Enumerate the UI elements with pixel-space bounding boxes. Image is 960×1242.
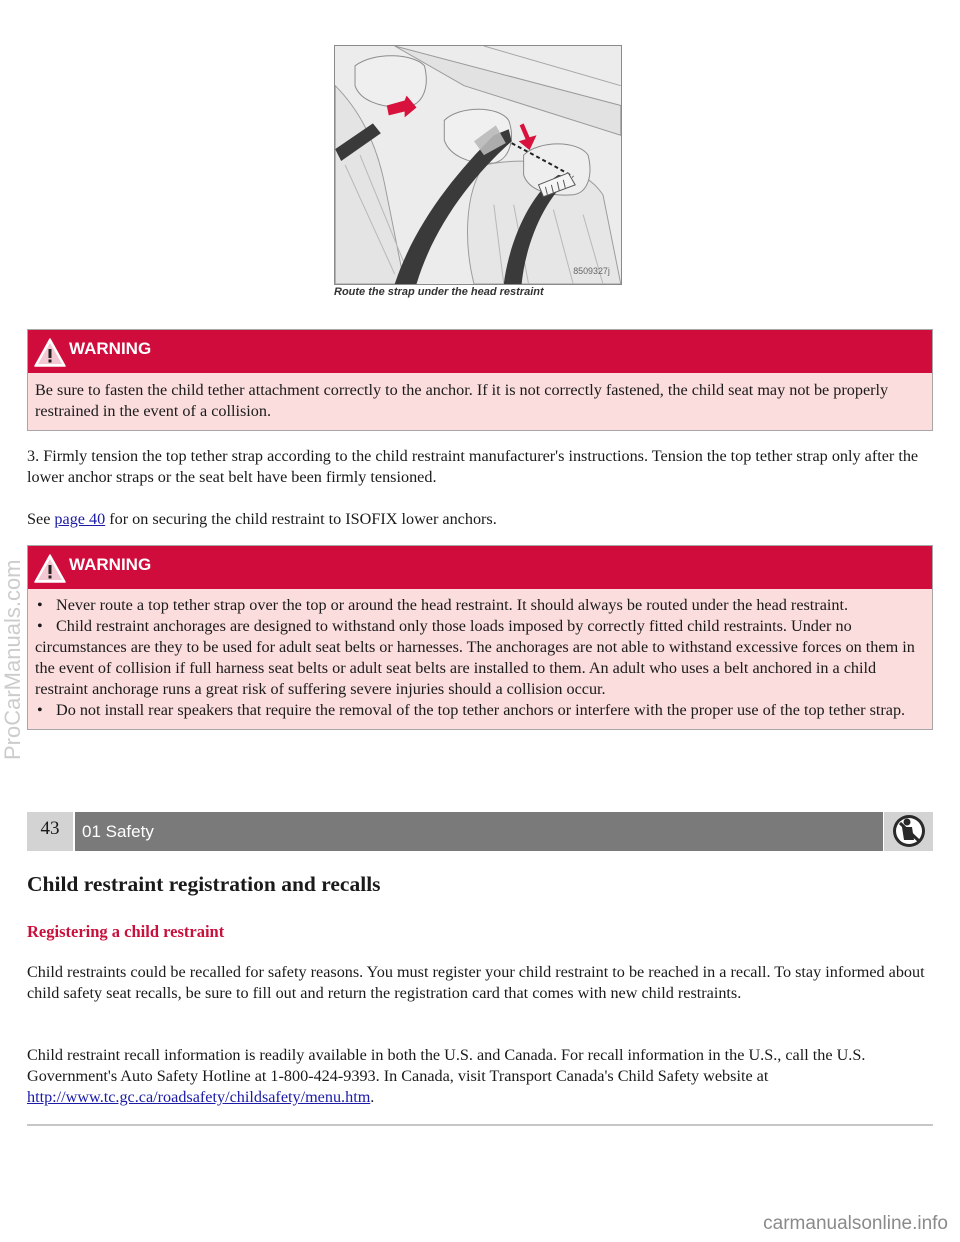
warning-label: WARNING xyxy=(69,555,152,574)
bullet-icon: • xyxy=(37,701,43,719)
page-heading: Child restraint registration and recalls xyxy=(27,872,381,896)
divider xyxy=(27,1124,933,1126)
warning-box-anchorage xyxy=(27,545,933,730)
warning-text: Be sure to fasten the child tether attachment correctly to the anchor. If it is not correctly fastened, the child seat may not be properly restrained in the event of a collision. xyxy=(35,381,889,420)
section-title: 01 Safety xyxy=(75,812,883,851)
transport-canada-link[interactable]: http://www.tc.gc.ca/roadsafety/childsafety/menu.htm xyxy=(27,1088,371,1106)
registration-paragraph: Child restraints could be recalled for safety reasons. You must register your child restraint to be reached in a recall. To stay informed about child safety seat recalls, be sure to fill out and return the registration card that comes with new child restraints. xyxy=(27,963,925,1002)
footer-watermark: carmanualsonline.info xyxy=(763,1213,948,1234)
recall-text: Child restraint recall information is readily available in both the U.S. and Canada. For recall information in the U.S., call the U.S. Government's Auto Safety Hotline at 1-800-424-9393. In Canada, visit Transport Canada's Child Safety website at xyxy=(27,1046,866,1085)
list-item xyxy=(35,595,926,616)
bullet-icon: • xyxy=(37,596,43,614)
side-watermark: ProCarManuals.com xyxy=(0,559,25,760)
warning-triangle-icon xyxy=(33,553,67,585)
see-text-after: for on securing the child restraint to ISOFIX lower anchors. xyxy=(105,510,497,528)
section-header-bar xyxy=(27,812,933,851)
warning-header xyxy=(28,330,932,373)
bullet-text: Child restraint anchorages are designed to withstand only those loads imposed by correctly fitted child restraints. Under no circumstances are they to be used for adult seat belts or harnesses. The anchorages are not able to withstand excessive forces on them in the event of collision if full harness seat belts or adult seat belts are installed to them. An adult who uses a belt anchored in a child restraint anchorage runs a great risk of suffering severe injuries should a collision occur. xyxy=(35,617,915,698)
figure-caption: Route the strap under the head restraint xyxy=(334,286,544,298)
step-3-text: 3. Firmly tension the top tether strap according to the child restraint manufacturer's instructions. Tension the top tether strap only after the lower anchor straps or the seat belt have been firmly tensioned. xyxy=(27,447,919,486)
recall-text-after: . xyxy=(370,1088,375,1106)
recall-info-paragraph xyxy=(27,1045,933,1108)
section-icon-cell xyxy=(884,812,933,851)
page-40-link[interactable]: page 40 xyxy=(54,510,106,528)
safety-seatbelt-icon xyxy=(892,813,926,849)
subheading: Registering a child restraint xyxy=(27,922,225,941)
warning-bullets xyxy=(28,589,932,729)
warning-box-tether xyxy=(27,329,933,431)
see-page-paragraph xyxy=(27,509,933,530)
head-restraint-illustration xyxy=(334,45,622,285)
list-item xyxy=(35,700,926,721)
bullet-text: Never route a top tether strap over the top or around the head restraint. It should always be routed under the head restraint. xyxy=(56,596,849,614)
warning-label: WARNING xyxy=(69,339,152,358)
warning-triangle-icon xyxy=(33,337,67,369)
see-text-before: See xyxy=(27,510,55,528)
bullet-text: Do not install rear speakers that require the removal of the top tether anchors or interfere with the proper use of the top tether strap. xyxy=(56,701,906,719)
bullet-icon: • xyxy=(37,617,43,635)
warning-header xyxy=(28,546,932,589)
image-code: 8509327j xyxy=(573,266,610,277)
page-number: 43 xyxy=(27,812,73,851)
list-item xyxy=(35,616,926,700)
figure xyxy=(334,45,622,298)
